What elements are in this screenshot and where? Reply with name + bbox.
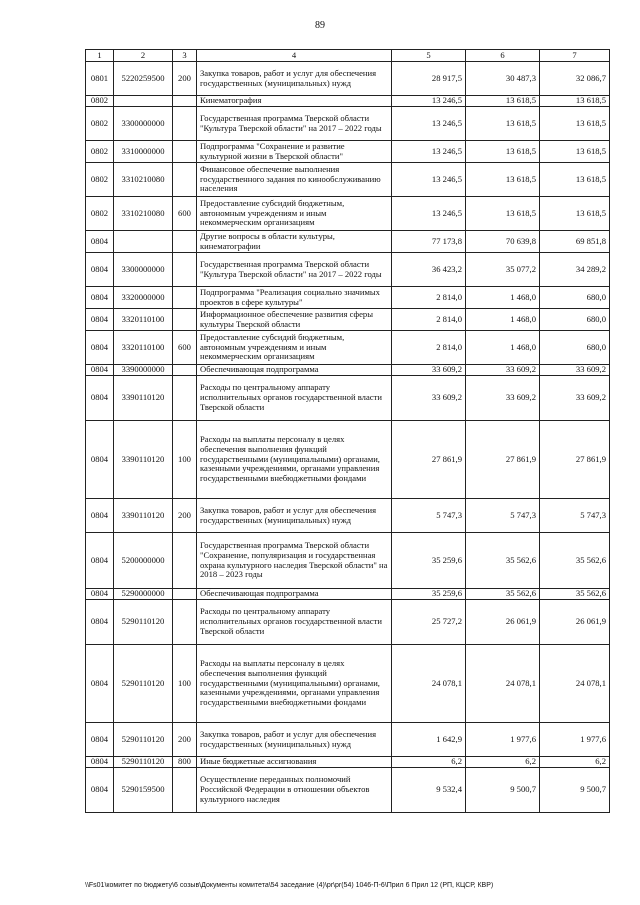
- row-description: Закупка товаров, работ и услуг для обеспечения государственных (муниципальных) нужд: [197, 499, 392, 533]
- table-body: [86, 62, 610, 813]
- amount-year-1: 13 246,5: [392, 141, 466, 163]
- target-article-code: 3310210080: [114, 197, 173, 231]
- table-row: [86, 287, 610, 309]
- amount-year-3: 13 618,5: [540, 163, 610, 197]
- target-article-code: 3320110100: [114, 309, 173, 331]
- table-row: [86, 331, 610, 365]
- row-description: Финансовое обеспечение выполнения государственного задания по кинообслуживанию населения: [197, 163, 392, 197]
- budget-table: [85, 49, 610, 813]
- target-article-code: 5200000000: [114, 533, 173, 589]
- table-row: [86, 141, 610, 163]
- target-article-code: [114, 231, 173, 253]
- section-code: 0802: [86, 163, 114, 197]
- row-description: Осуществление переданных полномочий Российской Федерации в отношении объектов культурного наследия: [197, 768, 392, 813]
- amount-year-1: 13 246,5: [392, 96, 466, 107]
- target-article-code: [114, 96, 173, 107]
- amount-year-1: 2 814,0: [392, 309, 466, 331]
- amount-year-2: 1 468,0: [466, 331, 540, 365]
- amount-year-1: 28 917,5: [392, 62, 466, 96]
- table-row: [86, 589, 610, 600]
- row-description: Подпрограмма "Сохранение и развитие культурной жизни в Тверской области": [197, 141, 392, 163]
- amount-year-1: 2 814,0: [392, 331, 466, 365]
- amount-year-1: 33 609,2: [392, 376, 466, 421]
- amount-year-3: 35 562,6: [540, 589, 610, 600]
- table-row: [86, 197, 610, 231]
- table-row: [86, 96, 610, 107]
- amount-year-2: 33 609,2: [466, 376, 540, 421]
- expense-type-code: [173, 533, 197, 589]
- table-row: [86, 421, 610, 499]
- amount-year-2: 24 078,1: [466, 645, 540, 723]
- table-row: [86, 231, 610, 253]
- expense-type-code: [173, 107, 197, 141]
- column-number: 2: [114, 50, 173, 62]
- column-number: 4: [197, 50, 392, 62]
- row-description: Кинематография: [197, 96, 392, 107]
- expense-type-code: [173, 309, 197, 331]
- section-code: 0804: [86, 287, 114, 309]
- table-row: [86, 600, 610, 645]
- expense-type-code: [173, 163, 197, 197]
- amount-year-1: 36 423,2: [392, 253, 466, 287]
- amount-year-2: 13 618,5: [466, 163, 540, 197]
- section-code: 0804: [86, 589, 114, 600]
- amount-year-3: 33 609,2: [540, 365, 610, 376]
- amount-year-1: 5 747,3: [392, 499, 466, 533]
- table-row: [86, 163, 610, 197]
- target-article-code: 3310000000: [114, 141, 173, 163]
- target-article-code: 3390110120: [114, 376, 173, 421]
- row-description: Расходы по центральному аппарату исполнительных органов государственной власти Тверской области: [197, 376, 392, 421]
- row-description: Предоставление субсидий бюджетным, автономным учреждениям и иным некоммерческим организациям: [197, 197, 392, 231]
- amount-year-2: 13 618,5: [466, 141, 540, 163]
- amount-year-3: 1 977,6: [540, 723, 610, 757]
- amount-year-1: 1 642,9: [392, 723, 466, 757]
- amount-year-3: 27 861,9: [540, 421, 610, 499]
- amount-year-3: 680,0: [540, 331, 610, 365]
- target-article-code: 3320110100: [114, 331, 173, 365]
- page-number: 89: [315, 20, 325, 31]
- section-code: 0804: [86, 365, 114, 376]
- section-code: 0804: [86, 768, 114, 813]
- row-description: Государственная программа Тверской области "Сохранение, популяризация и государственная охрана культурного наследия Тверской области" на 2018 – 2023 годы: [197, 533, 392, 589]
- expense-type-code: [173, 600, 197, 645]
- amount-year-2: 30 487,3: [466, 62, 540, 96]
- amount-year-2: 27 861,9: [466, 421, 540, 499]
- expense-type-code: 100: [173, 645, 197, 723]
- amount-year-1: 2 814,0: [392, 287, 466, 309]
- amount-year-3: 5 747,3: [540, 499, 610, 533]
- amount-year-2: 35 562,6: [466, 533, 540, 589]
- expense-type-code: 200: [173, 62, 197, 96]
- target-article-code: 5290110120: [114, 723, 173, 757]
- amount-year-1: 35 259,6: [392, 589, 466, 600]
- amount-year-3: 35 562,6: [540, 533, 610, 589]
- amount-year-2: 1 977,6: [466, 723, 540, 757]
- expense-type-code: [173, 96, 197, 107]
- section-code: 0804: [86, 376, 114, 421]
- file-path-footer: \\Fs01\комитет по бюджету\6 созыв\Документы комитета\54 заседание (4)\pr\pr(54) 1046-П-6\Прил 6 Прил 12 (РП, КЦСР, КВР): [85, 882, 494, 889]
- column-number-row: [86, 50, 610, 62]
- amount-year-3: 69 851,8: [540, 231, 610, 253]
- row-description: Расходы на выплаты персоналу в целях обеспечения выполнения функций государственными (муниципальными) органами, казенными учреждениями, органами управления государственными внебюджетными фондами: [197, 645, 392, 723]
- amount-year-3: 680,0: [540, 287, 610, 309]
- section-code: 0802: [86, 96, 114, 107]
- amount-year-3: 33 609,2: [540, 376, 610, 421]
- column-number: 7: [540, 50, 610, 62]
- expense-type-code: [173, 141, 197, 163]
- amount-year-2: 13 618,5: [466, 197, 540, 231]
- target-article-code: 3390110120: [114, 421, 173, 499]
- amount-year-1: 13 246,5: [392, 163, 466, 197]
- expense-type-code: [173, 365, 197, 376]
- expense-type-code: 600: [173, 331, 197, 365]
- column-number: 6: [466, 50, 540, 62]
- expense-type-code: 200: [173, 723, 197, 757]
- amount-year-1: 24 078,1: [392, 645, 466, 723]
- amount-year-3: 32 086,7: [540, 62, 610, 96]
- column-number: 1: [86, 50, 114, 62]
- amount-year-2: 26 061,9: [466, 600, 540, 645]
- row-description: Подпрограмма "Реализация социально значимых проектов в сфере культуры": [197, 287, 392, 309]
- amount-year-3: 13 618,5: [540, 141, 610, 163]
- amount-year-2: 6,2: [466, 757, 540, 768]
- expense-type-code: 100: [173, 421, 197, 499]
- amount-year-2: 9 500,7: [466, 768, 540, 813]
- section-code: 0801: [86, 62, 114, 96]
- amount-year-3: 26 061,9: [540, 600, 610, 645]
- row-description: Закупка товаров, работ и услуг для обеспечения государственных (муниципальных) нужд: [197, 723, 392, 757]
- section-code: 0804: [86, 499, 114, 533]
- target-article-code: 3300000000: [114, 107, 173, 141]
- expense-type-code: [173, 287, 197, 309]
- row-description: Расходы на выплаты персоналу в целях обеспечения выполнения функций государственными (муниципальными) органами, казенными учреждениями, органами управления государственными внебюджетными фондами: [197, 421, 392, 499]
- amount-year-2: 13 618,5: [466, 107, 540, 141]
- table-row: [86, 723, 610, 757]
- amount-year-3: 34 289,2: [540, 253, 610, 287]
- expense-type-code: [173, 253, 197, 287]
- section-code: 0804: [86, 253, 114, 287]
- table-row: [86, 499, 610, 533]
- section-code: 0804: [86, 309, 114, 331]
- amount-year-3: 24 078,1: [540, 645, 610, 723]
- target-article-code: 5290159500: [114, 768, 173, 813]
- section-code: 0804: [86, 231, 114, 253]
- target-article-code: 5290110120: [114, 757, 173, 768]
- table-row: [86, 309, 610, 331]
- section-code: 0804: [86, 757, 114, 768]
- table-row: [86, 62, 610, 96]
- amount-year-2: 33 609,2: [466, 365, 540, 376]
- amount-year-1: 6,2: [392, 757, 466, 768]
- section-code: 0804: [86, 421, 114, 499]
- amount-year-3: 13 618,5: [540, 197, 610, 231]
- target-article-code: 5290110120: [114, 600, 173, 645]
- amount-year-2: 35 077,2: [466, 253, 540, 287]
- amount-year-2: 5 747,3: [466, 499, 540, 533]
- amount-year-1: 25 727,2: [392, 600, 466, 645]
- table-row: [86, 253, 610, 287]
- row-description: Информационное обеспечение развития сферы культуры Тверской области: [197, 309, 392, 331]
- table-row: [86, 757, 610, 768]
- table-row: [86, 768, 610, 813]
- expense-type-code: 800: [173, 757, 197, 768]
- row-description: Закупка товаров, работ и услуг для обеспечения государственных (муниципальных) нужд: [197, 62, 392, 96]
- section-code: 0804: [86, 331, 114, 365]
- section-code: 0802: [86, 197, 114, 231]
- row-description: Предоставление субсидий бюджетным, автономным учреждениям и иным некоммерческим организациям: [197, 331, 392, 365]
- amount-year-3: 6,2: [540, 757, 610, 768]
- section-code: 0804: [86, 645, 114, 723]
- expense-type-code: [173, 231, 197, 253]
- expense-type-code: [173, 376, 197, 421]
- amount-year-2: 70 639,8: [466, 231, 540, 253]
- section-code: 0804: [86, 533, 114, 589]
- section-code: 0802: [86, 107, 114, 141]
- amount-year-2: 35 562,6: [466, 589, 540, 600]
- amount-year-1: 77 173,8: [392, 231, 466, 253]
- column-number: 3: [173, 50, 197, 62]
- amount-year-1: 33 609,2: [392, 365, 466, 376]
- amount-year-3: 680,0: [540, 309, 610, 331]
- row-description: Расходы по центральному аппарату исполнительных органов государственной власти Тверской области: [197, 600, 392, 645]
- table-row: [86, 645, 610, 723]
- section-code: 0802: [86, 141, 114, 163]
- row-description: Государственная программа Тверской области "Культура Тверской области" на 2017 – 2022 годы: [197, 253, 392, 287]
- amount-year-1: 13 246,5: [392, 107, 466, 141]
- row-description: Обеспечивающая подпрограмма: [197, 589, 392, 600]
- amount-year-1: 9 532,4: [392, 768, 466, 813]
- target-article-code: 5290000000: [114, 589, 173, 600]
- amount-year-1: 13 246,5: [392, 197, 466, 231]
- expense-type-code: 200: [173, 499, 197, 533]
- table-row: [86, 107, 610, 141]
- column-number: 5: [392, 50, 466, 62]
- target-article-code: 3320000000: [114, 287, 173, 309]
- expense-type-code: 600: [173, 197, 197, 231]
- target-article-code: 5220259500: [114, 62, 173, 96]
- target-article-code: 5290110120: [114, 645, 173, 723]
- amount-year-2: 1 468,0: [466, 287, 540, 309]
- row-description: Иные бюджетные ассигнования: [197, 757, 392, 768]
- table-row: [86, 533, 610, 589]
- amount-year-3: 9 500,7: [540, 768, 610, 813]
- row-description: Обеспечивающая подпрограмма: [197, 365, 392, 376]
- table-row: [86, 376, 610, 421]
- amount-year-3: 13 618,5: [540, 96, 610, 107]
- target-article-code: 3300000000: [114, 253, 173, 287]
- target-article-code: 3390000000: [114, 365, 173, 376]
- table-row: [86, 365, 610, 376]
- row-description: Государственная программа Тверской области "Культура Тверской области" на 2017 – 2022 годы: [197, 107, 392, 141]
- expense-type-code: [173, 768, 197, 813]
- amount-year-1: 27 861,9: [392, 421, 466, 499]
- target-article-code: 3390110120: [114, 499, 173, 533]
- amount-year-3: 13 618,5: [540, 107, 610, 141]
- amount-year-2: 13 618,5: [466, 96, 540, 107]
- row-description: Другие вопросы в области культуры, кинематографии: [197, 231, 392, 253]
- expense-type-code: [173, 589, 197, 600]
- section-code: 0804: [86, 600, 114, 645]
- amount-year-2: 1 468,0: [466, 309, 540, 331]
- amount-year-1: 35 259,6: [392, 533, 466, 589]
- target-article-code: 3310210080: [114, 163, 173, 197]
- section-code: 0804: [86, 723, 114, 757]
